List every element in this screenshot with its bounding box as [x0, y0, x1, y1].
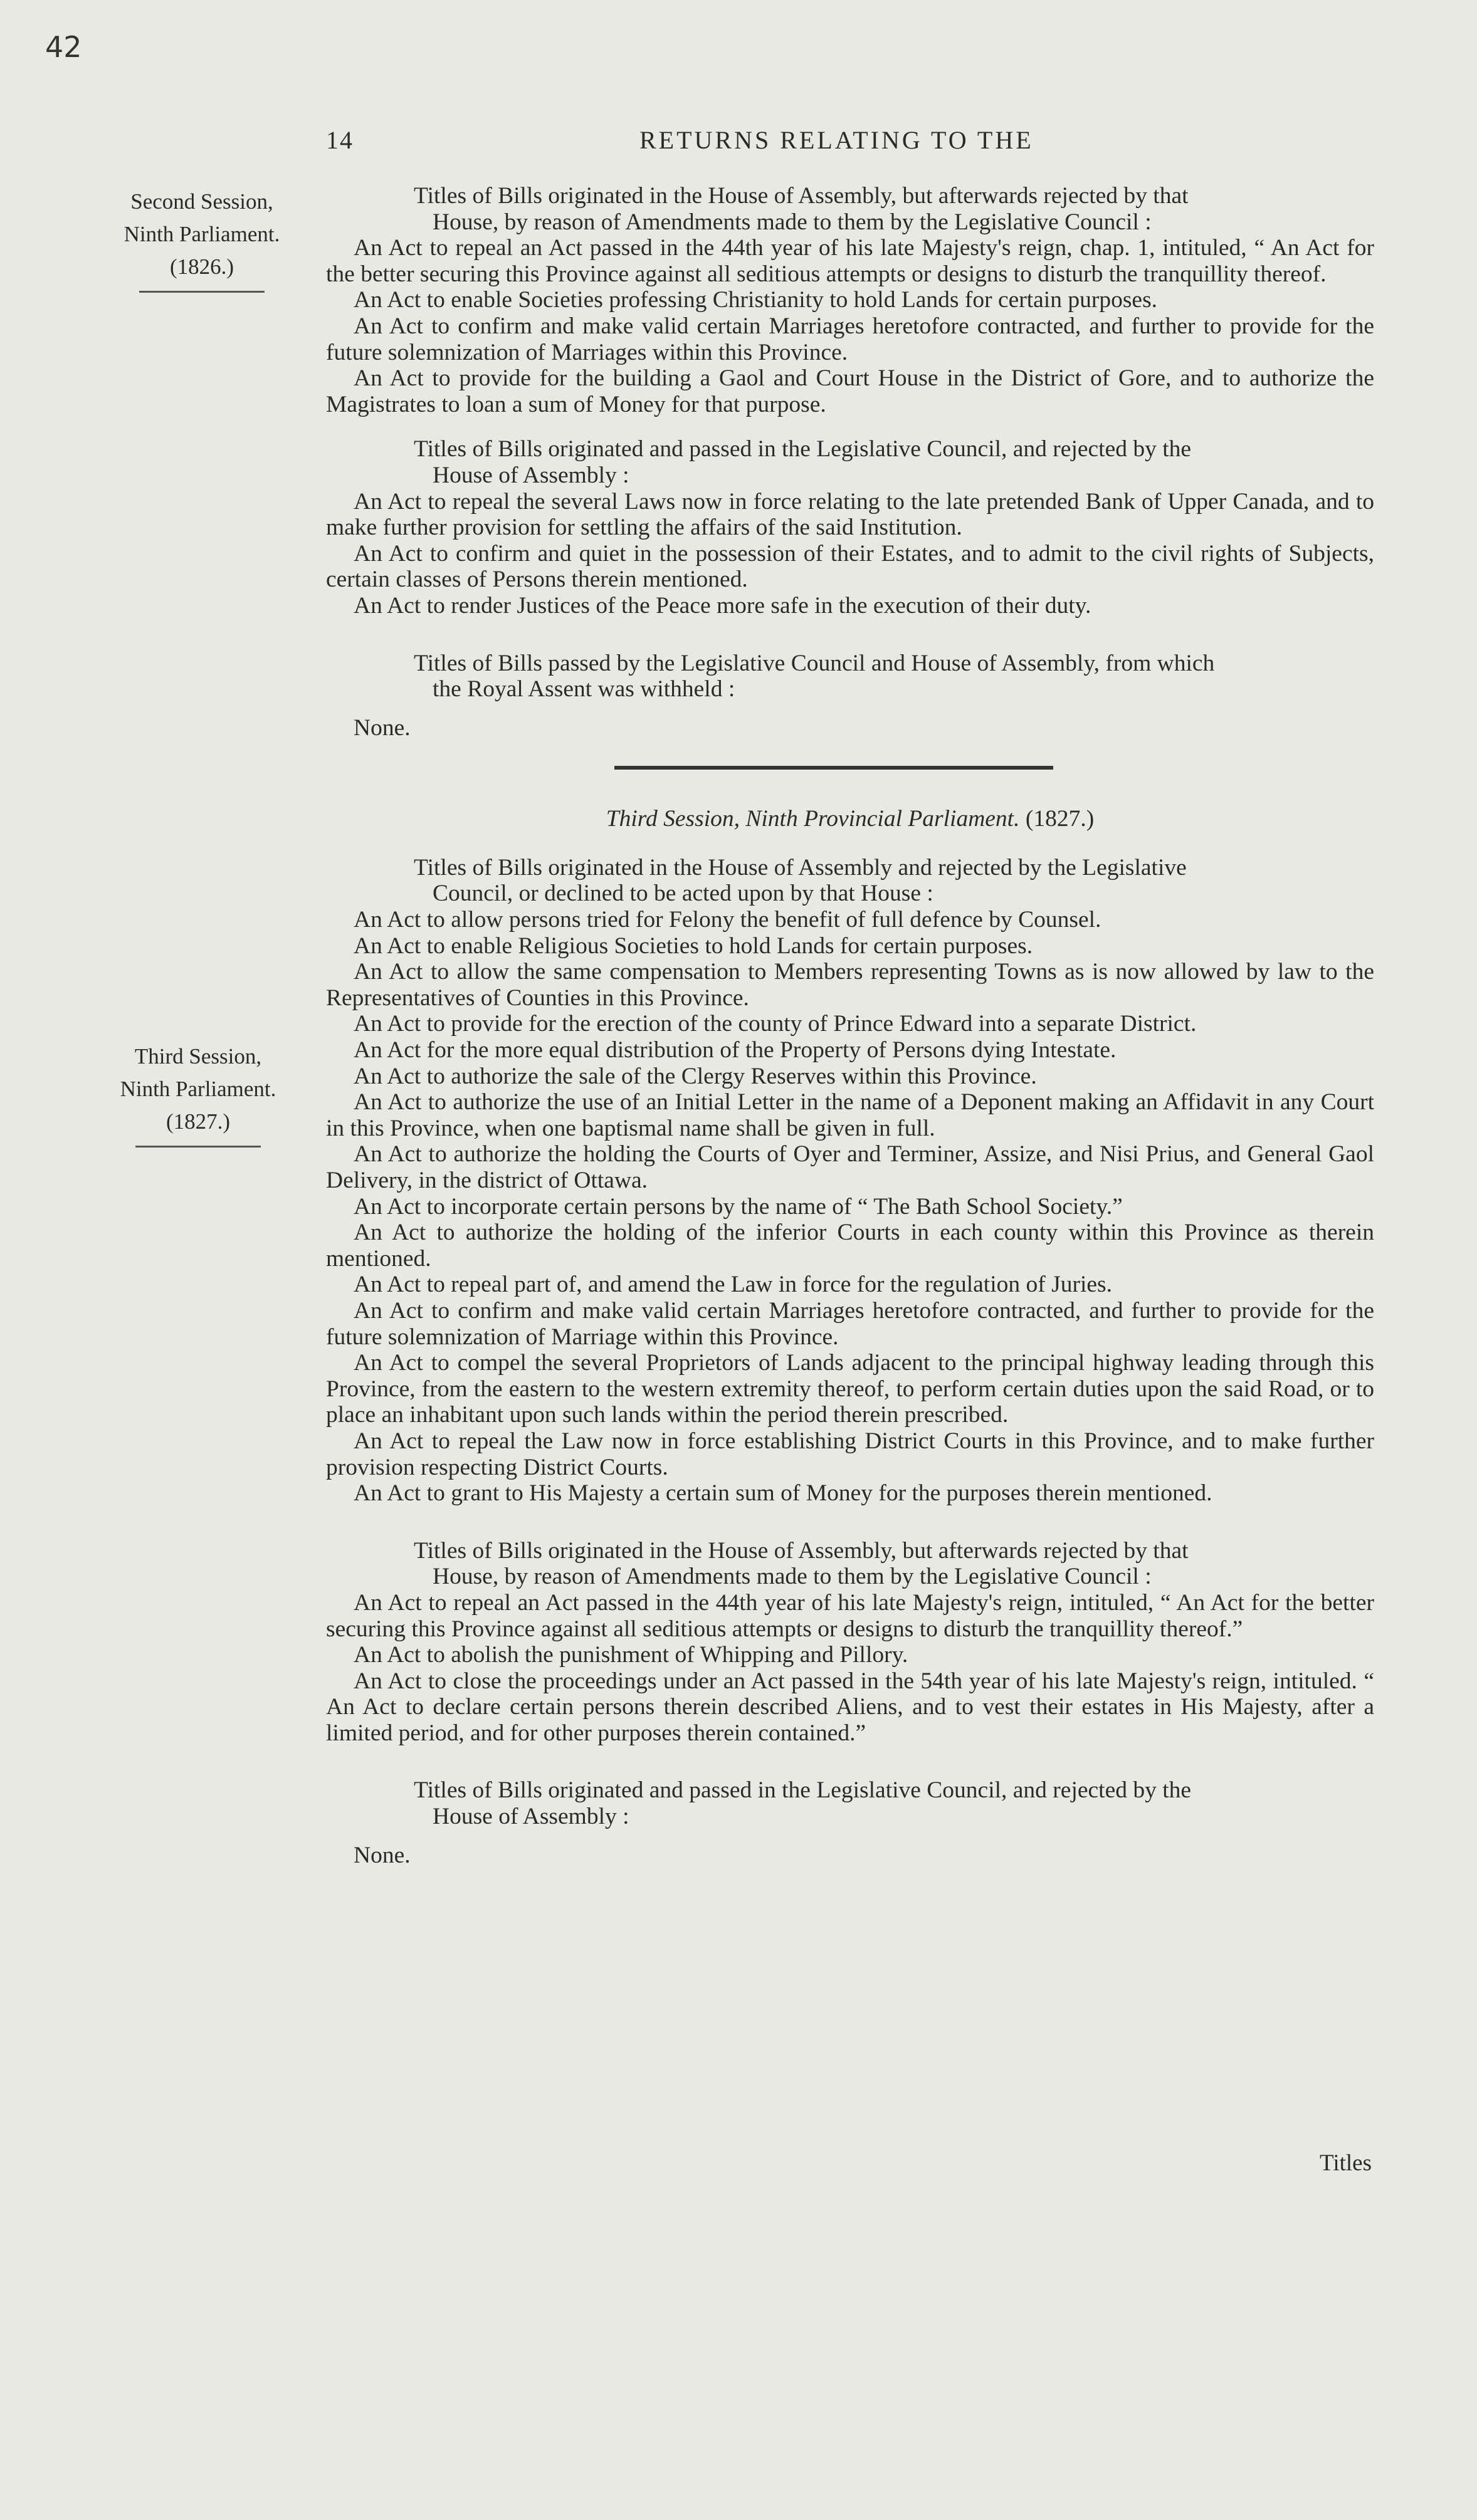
bill-title: An Act to incorporate certain persons by the name of “ The Bath School Society.” [354, 1193, 1123, 1220]
bill-title: An Act to render Justices of the Peace more safe in the execution of their duty. [354, 592, 1091, 619]
running-title: RETURNS RELATING TO THE [639, 126, 1034, 154]
bill-title: An Act to confirm and quiet in the possession of their Estates, and to admit to the civil rights of Subjects, certain classes of Persons therein mentioned. [326, 540, 1374, 593]
body-text [326, 183, 1374, 1868]
bill-title: An Act to authorize the holding of the inferior Courts in each county within this Province as therein mentioned. [326, 1220, 1374, 1272]
section-caption: Titles of Bills originated in the House of Assembly and rejected by the Legislative Council, or declined to be acted upon by that House : [414, 854, 1187, 907]
bill-title: An Act to confirm and make valid certain Marriages heretofore contracted, and further to provide for the future solemnization of Marriage within this Province. [326, 1297, 1374, 1350]
bill-title: An Act to allow persons tried for Felony the benefit of full defence by Counsel. [354, 907, 1101, 933]
bill-title: An Act to abolish the punishment of Whipping and Pillory. [354, 1642, 908, 1668]
session-title-italic: Third Session, Ninth Provincial Parliament. [606, 806, 1020, 832]
bill-title: An Act to allow the same compensation to Members representing Towns as is now allowed by law to the Representatives of Counties in this Province. [326, 959, 1374, 1011]
bill-title: An Act for the more equal distribution of the Property of Persons dying Intestate. [354, 1037, 1117, 1064]
bill-title: An Act to authorize the sale of the Clergy Reserves within this Province. [354, 1063, 1037, 1089]
bill-title: An Act to confirm and make valid certain Marriages heretofore contracted, and further to provide for the future solemnization of Marriages within this Province. [326, 313, 1374, 365]
margin-note-line: (1827.) [166, 1109, 231, 1134]
bill-title: An Act to authorize the use of an Initial Letter in the name of a Deponent making an Affidavit in any Court in this Province, when one baptismal name shall be given in full. [326, 1089, 1374, 1141]
bill-title: An Act to enable Religious Societies to hold Lands for certain purposes. [354, 933, 1033, 959]
margin-note-line: Ninth Parliament. [120, 1077, 276, 1101]
bill-title: An Act to provide for the building a Gaol and Court House in the District of Gore, and to authorize the Magistrates to loan a sum of Money for that purpose. [326, 365, 1374, 417]
section-caption: Titles of Bills passed by the Legislative Council and House of Assembly, from which the Royal Assent was withheld : [414, 650, 1215, 703]
section-caption: Titles of Bills originated and passed in the Legislative Council, and rejected by the House of Assembly : [414, 1777, 1192, 1830]
margin-note-line: Second Session, [130, 189, 273, 214]
bill-title: An Act to compel the several Proprietors of Lands adjacent to the principal highway leading through this Province, from the eastern to the western extremity thereof, to perform certain duties upon the said Road, or to place an inhabitant upon such lands within the period therein prescribed. [326, 1350, 1374, 1428]
page-number: 14 [326, 126, 354, 154]
bill-title: An Act to close the proceedings under an Act passed in the 54th year of his late Majesty's reign, intituled. “ An Act to declare certain persons therein described Aliens, and to vest their estates in His Majesty, after a limited period, and for other purposes therein contained.” [326, 1668, 1374, 1746]
margin-note-third-session [92, 1040, 305, 1148]
scan-page-number: 42 [45, 30, 82, 64]
bill-title: An Act to repeal an Act passed in the 44th year of his late Majesty's reign, chap. 1, intituled, “ An Act for the better securing this Province against all seditious attempts or designs to disturb the tranquillity thereof. [326, 235, 1374, 287]
catchword: Titles [1320, 2150, 1372, 2176]
section-caption: Titles of Bills originated in the House of Assembly, but afterwards rejected by that House, by reason of Amendments made to them by the Legislative Council : [414, 183, 1189, 235]
bill-title: An Act to authorize the holding the Courts of Oyer and Terminer, Assize, and Nisi Prius, and General Gaol Delivery, in the district of Ottawa. [326, 1141, 1374, 1193]
margin-note-line: Third Session, [134, 1044, 262, 1069]
bill-title: An Act to repeal the several Laws now in force relating to the late pretended Bank of Upper Canada, and to make further provision for settling the affairs of the said Institution. [326, 488, 1374, 541]
session-title-year: (1827.) [1025, 806, 1095, 832]
bill-title: An Act to repeal the Law now in force establishing District Courts in this Province, and to make further provision respecting District Courts. [326, 1428, 1374, 1480]
margin-note-second-session [95, 186, 308, 293]
section-divider [614, 766, 1053, 770]
margin-note-rule [139, 291, 265, 293]
bill-title: An Act to provide for the erection of the county of Prince Edward into a separate District. [354, 1011, 1197, 1037]
margin-note-line: (1826.) [169, 254, 234, 279]
section-caption: Titles of Bills originated and passed in the Legislative Council, and rejected by the House of Assembly : [414, 436, 1192, 488]
session-title [326, 806, 1374, 832]
bill-title: An Act to repeal an Act passed in the 44th year of his late Majesty's reign, intituled, “ An Act for the better securing this Province against all seditious attempts or designs to disturb the tranquillity thereof.” [326, 1589, 1374, 1642]
none-entry: None. [354, 1842, 411, 1868]
bill-title: An Act to enable Societies professing Christianity to hold Lands for certain purposes. [354, 287, 1158, 313]
bill-title: An Act to repeal part of, and amend the Law in force for the regulation of Juries. [354, 1272, 1112, 1298]
bill-title: An Act to grant to His Majesty a certain sum of Money for the purposes therein mentioned. [354, 1480, 1212, 1507]
section-caption: Titles of Bills originated in the House of Assembly, but afterwards rejected by that House, by reason of Amendments made to them by the Legislative Council : [414, 1537, 1189, 1590]
none-entry: None. [354, 714, 411, 741]
margin-note-line: Ninth Parliament. [124, 222, 280, 246]
margin-note-rule [135, 1146, 261, 1148]
